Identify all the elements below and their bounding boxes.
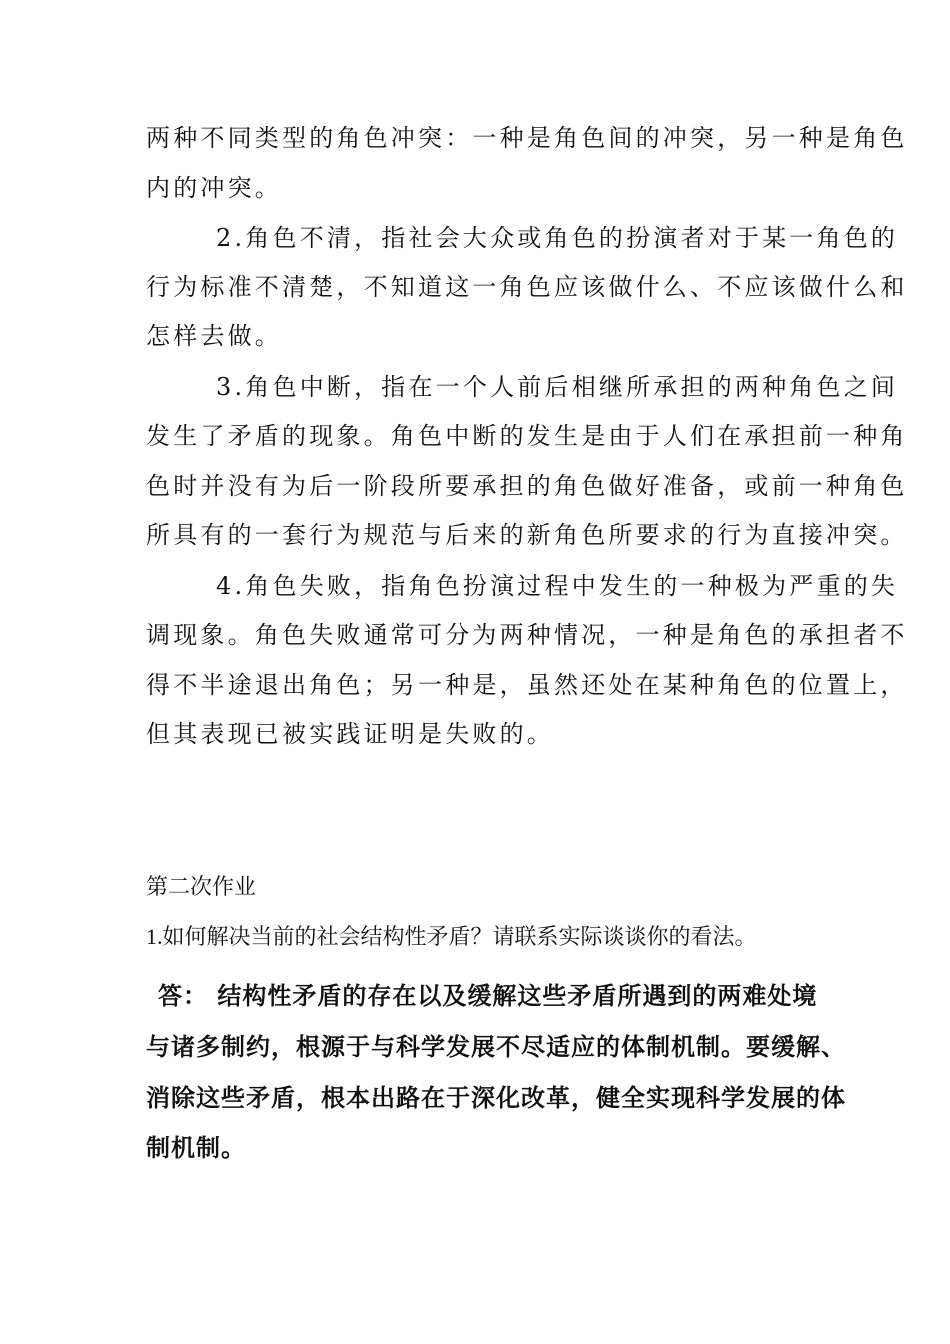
body-line-7: 发生了矛盾的现象。角色中断的发生是由于人们在承担前一种角 <box>146 422 908 450</box>
body-line-9: 所具有的一套行为规范与后来的新角色所要求的行为直接冲突。 <box>146 521 908 549</box>
body-line-1: 两种不同类型的角色冲突：一种是角色间的冲突，另一种是角色 <box>146 124 908 152</box>
body-line-2: 内的冲突。 <box>146 174 282 202</box>
body-line-13: 但其表现已被实践证明是失败的。 <box>146 720 554 748</box>
question-text: 1.如何解决当前的社会结构性矛盾？请联系实际谈谈你的看法。 <box>146 924 757 949</box>
body-line-11: 调现象。角色失败通常可分为两种情况，一种是角色的承担者不 <box>146 621 908 649</box>
answer-line-3: 消除这些矛盾，根本出路在于深化改革，健全实现科学发展的体 <box>146 1084 846 1112</box>
answer-line-4: 制机制。 <box>146 1134 246 1162</box>
answer-line-1: 答： 结构性矛盾的存在以及缓解这些矛盾所遇到的两难处境 <box>158 982 818 1010</box>
body-line-8: 色时并没有为后一阶段所要承担的角色做好准备，或前一种角色 <box>146 472 908 500</box>
body-line-10: 4.角色失败，指角色扮演过程中发生的一种极为严重的失 <box>216 572 899 600</box>
body-line-6: 3.角色中断，指在一个人前后相继所承担的两种角色之间 <box>216 373 899 401</box>
body-line-12: 得不半途退出角色；另一种是，虽然还处在某种角色的位置上， <box>146 671 908 699</box>
body-line-4: 行为标准不清楚，不知道这一角色应该做什么、不应该做什么和 <box>146 273 908 301</box>
body-line-3: 2.角色不清，指社会大众或角色的扮演者对于某一角色的 <box>216 224 899 252</box>
body-line-5: 怎样去做。 <box>146 322 282 350</box>
homework-title: 第二次作业 <box>146 874 257 899</box>
answer-line-2: 与诸多制约，根源于与科学发展不尽适应的体制机制。要缓解、 <box>146 1033 846 1061</box>
